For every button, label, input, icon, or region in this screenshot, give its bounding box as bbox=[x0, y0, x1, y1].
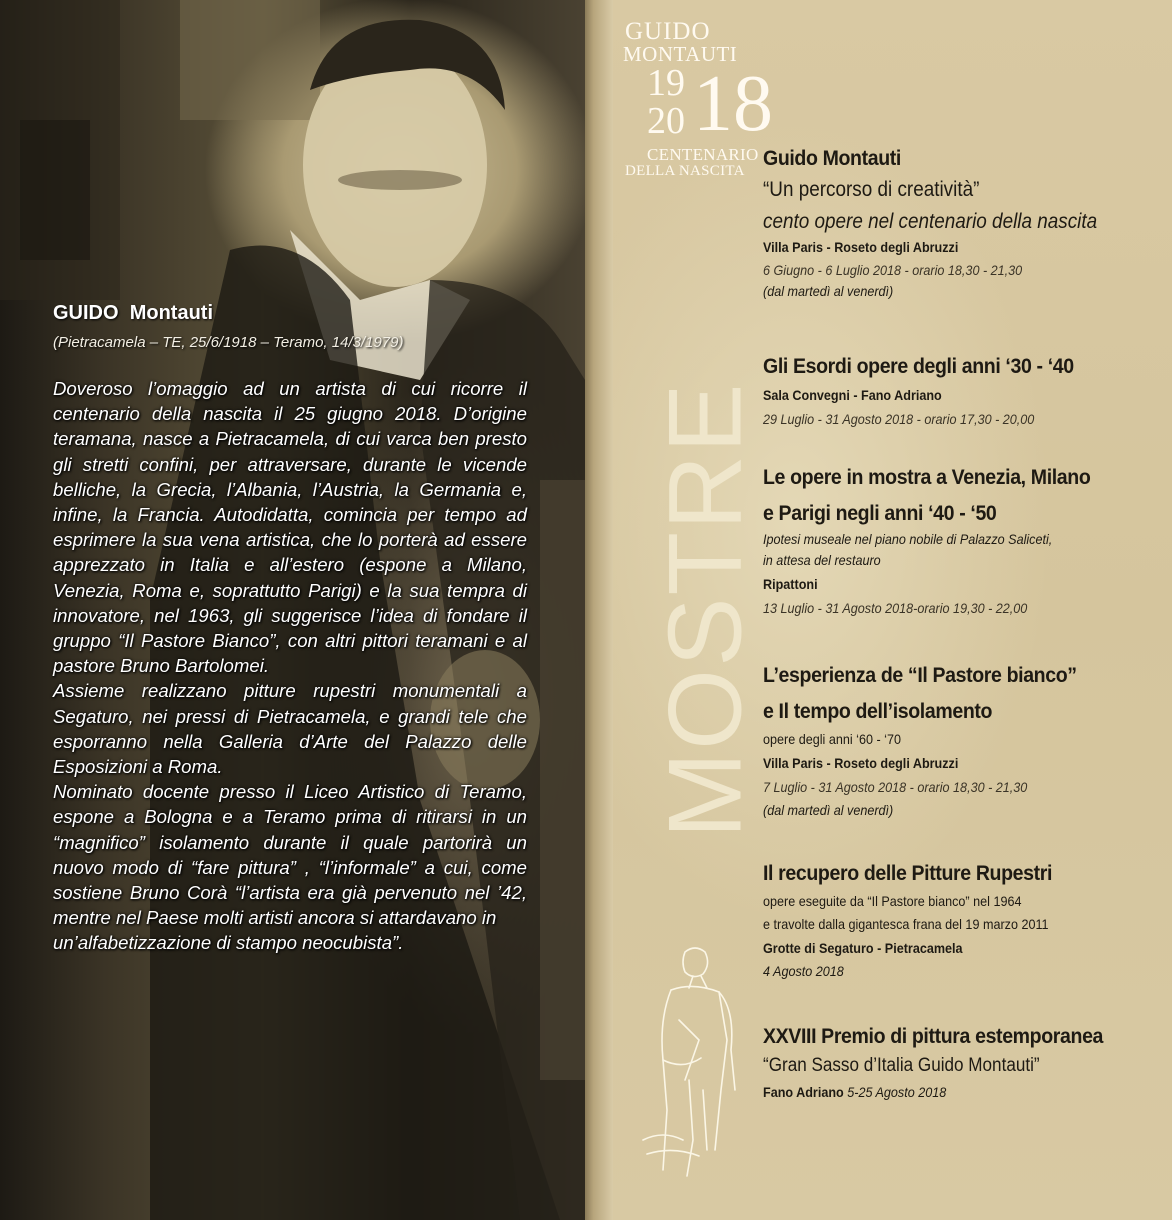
event-description: e travolte dalla gigantesca frana del 19 marzo 2011 bbox=[763, 916, 1049, 932]
event-title: e Parigi negli anni ‘40 - ‘50 bbox=[763, 502, 997, 525]
event-description: opere degli anni ‘60 - ‘70 bbox=[763, 731, 902, 747]
event-4 bbox=[763, 662, 1168, 820]
event-note: (dal martedì al venerdì) bbox=[763, 802, 894, 818]
left-panel bbox=[0, 0, 585, 1220]
event-place: Villa Paris - Roseto degli Abruzzi bbox=[763, 755, 959, 771]
event-date: 5-25 Agosto 2018 bbox=[847, 1084, 947, 1100]
event-place: Ripattoni bbox=[763, 576, 818, 592]
logo-year-20: 20 bbox=[647, 100, 685, 142]
bio-paragraph: un’alfabetizzazione di stampo neocubista”. bbox=[53, 932, 404, 954]
logo-centenario: CENTENARIO bbox=[647, 145, 759, 164]
event-subtitle: “Gran Sasso d’Italia Guido Montauti” bbox=[763, 1055, 1040, 1076]
event-date: 4 Agosto 2018 bbox=[763, 963, 844, 979]
page-fold bbox=[585, 0, 613, 1220]
event-date: 6 Giugno - 6 Luglio 2018 - orario 18,30 - 21,30 bbox=[763, 262, 1023, 278]
logo-montauti: MONTAUTI bbox=[623, 42, 738, 66]
vertical-title-wrap bbox=[647, 330, 764, 890]
logo-year-18: 18 bbox=[693, 60, 773, 148]
event-title: Gli Esordi opere degli anni ‘30 - ‘40 bbox=[763, 355, 1074, 378]
event-note: (dal martedì al venerdì) bbox=[763, 283, 894, 299]
artist-name: GUIDO Montauti bbox=[53, 302, 213, 324]
event-title: Le opere in mostra a Venezia, Milano bbox=[763, 466, 1091, 489]
event-place-date bbox=[763, 1083, 1128, 1102]
event-date: 13 Luglio - 31 Agosto 2018-orario 19,30 - 22,00 bbox=[763, 600, 1028, 616]
event-title: XXVIII Premio di pittura estemporanea bbox=[763, 1025, 1104, 1048]
event-place: Grotte di Segaturo - Pietracamela bbox=[763, 940, 963, 956]
event-title: Il recupero delle Pitture Rupestri bbox=[763, 862, 1053, 885]
event-description: cento opere nel centenario della nascita bbox=[763, 210, 1098, 233]
figure-sketch-icon bbox=[623, 940, 753, 1180]
bio-paragraph: Assieme realizzano pitture rupestri monumentali a Segaturo, nei pressi di Pietracamela, e grandi tele che esporranno nella Galleria d’Arte del Palazzo delle Esposizioni a Roma. bbox=[53, 680, 527, 778]
event-description: opere eseguite da “Il Pastore bianco” nel 1964 bbox=[763, 893, 1022, 909]
bio-paragraph: Nominato docente presso il Liceo Artistico di Teramo, espone a Bologna e a Teramo prima di ritirarsi in un “magnifico” isolamento durante il quale partorirà un nuovo modo di “fare pittura” , “l’informale” a cui, come sostiene Bruno Corà “l’artista era già pervenuto nel ’42, mentre nel Paese molti artisti ancora si attardavano in bbox=[53, 781, 527, 929]
event-place: Villa Paris - Roseto degli Abruzzi bbox=[763, 239, 959, 255]
event-1 bbox=[763, 145, 1168, 301]
event-place: Sala Convegni - Fano Adriano bbox=[763, 387, 942, 403]
event-subtitle: “Un percorso di creatività” bbox=[763, 178, 980, 201]
bio-paragraph: Doveroso l’omaggio ad un artista di cui ricorre il centenario della nascita il 25 giugno 2018. D’origine teramana, nasce a Pietracamela, di cui varca ben presto gli stretti confini, per attraversare, durante le vicende belliche, la Grecia, l’Albania, l’Austria, la Germania e, infine, la Francia. Autodidatta, comincia per tempo ad esprimere la sua vena artistica, che lo porterà ad essere apprezzato in Italia e all’estero (espone a Milano, Venezia, Roma e, soprattutto Parigi) e la sua tempra di innovatore, nel 1963, gli suggerisce l’idea di fondare il gruppo “Il Pastore Bianco”, con altri pittori teramani e al pastore Bruno Bartolomei. bbox=[53, 378, 527, 677]
event-description: in attesa del restauro bbox=[763, 552, 881, 568]
vertical-title-mostre: MOSTRE bbox=[647, 381, 764, 839]
biography-text bbox=[53, 376, 527, 956]
event-5 bbox=[763, 860, 1168, 981]
event-3 bbox=[763, 464, 1168, 618]
event-6 bbox=[763, 1023, 1168, 1102]
right-panel bbox=[613, 0, 1172, 1220]
event-title: L’esperienza de “Il Pastore bianco” bbox=[763, 664, 1077, 687]
event-date: 7 Luglio - 31 Agosto 2018 - orario 18,30 - 21,30 bbox=[763, 779, 1028, 795]
event-title: e Il tempo dell’isolamento bbox=[763, 700, 993, 723]
event-place: Fano Adriano bbox=[763, 1084, 844, 1100]
event-description: Ipotesi museale nel piano nobile di Palazzo Saliceti, bbox=[763, 531, 1053, 547]
event-date: 29 Luglio - 31 Agosto 2018 - orario 17,30 - 20,00 bbox=[763, 411, 1035, 427]
logo-guido: GUIDO bbox=[625, 18, 711, 45]
artist-dates: (Pietracamela – TE, 25/6/1918 – Teramo, 14/3/1979) bbox=[53, 334, 404, 351]
event-2 bbox=[763, 353, 1168, 429]
event-title: Guido Montauti bbox=[763, 147, 901, 170]
logo-year-19: 19 bbox=[647, 62, 685, 104]
logo-nascita: DELLA NASCITA bbox=[625, 163, 745, 179]
